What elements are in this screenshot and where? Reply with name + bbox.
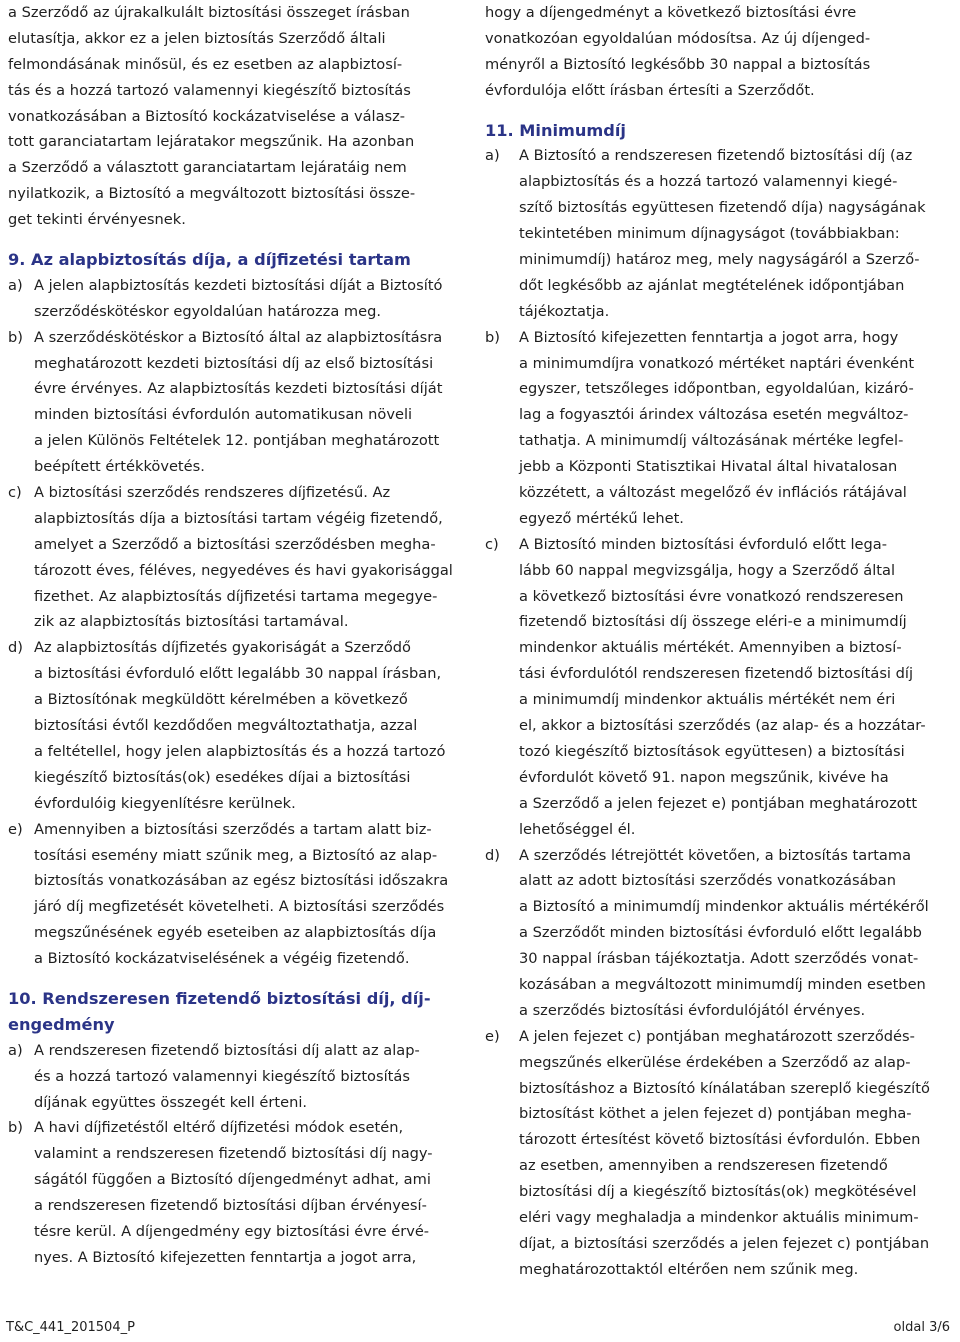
section-11-item-c [485,532,951,843]
text-line: beépített értékkövetés. [34,458,205,476]
item-body [8,480,460,635]
left-column [8,0,460,1271]
text-line: a Szerződő a választott garanciatartam lejáratáig nem [8,159,407,177]
right-column [485,0,951,1283]
text-line: vonatkozásában a Biztosító kockázatviselése a válasz- [8,107,406,125]
text-line: ményről a Biztosító legkésőbb 30 nappal a biztosítás [485,55,871,73]
text-line: közzétett, a változást megelőző év inflációs rátájával [519,484,907,502]
text-line: vonatkozóan egyoldalúan módosítsa. Az új díjenged- [485,29,871,47]
text-line: évfordulója előtt írásban értesíti a Szerződőt. [485,81,815,99]
section-9-item-a [8,273,460,325]
text-line: a Szerződő az újrakalkulált biztosítási összeget írásban [8,4,410,21]
text-line: ságától függően a Biztosító díjengedményt adhat, ami [34,1171,431,1189]
item-body [8,325,460,480]
text-line: tozó kiegészítő biztosítások együttesen) a biztosítási [519,742,905,760]
text-line: kozásában a megváltozott minimumdíj minden esetben [519,975,926,993]
text-line: a Szerződő a jelen fejezet e) pontjában meghatározott [519,794,918,812]
text-line: tási évfordulótól rendszeresen fizetendő biztosítási díj [519,665,914,683]
text-line: fizetendő biztosítási díj összege eléri-e a minimumdíj [519,613,907,631]
section-9-item-e [8,817,460,972]
text-line: minimumdíj) határoz meg, mely nagyságáról a Szerző- [519,251,920,269]
text-line: A szerződés létrejöttét követően, a biztosítás tartama [519,846,912,864]
text-line: A jelen fejezet c) pontjában meghatározott szerződés- [519,1027,915,1045]
text-line: megszűnés elkerülése érdekében a Szerződő az alap- [519,1053,911,1071]
section-9-item-b [8,325,460,480]
text-line: alapbiztosítás és a hozzá tartozó valamennyi kiegé- [519,173,898,191]
text-line: A Biztosító kifejezetten fenntartja a jogot arra, hogy [519,328,899,346]
item-label: d) [485,846,500,864]
item-label: b) [485,328,500,346]
item-body [8,273,460,325]
text-line: évfordulóig kiegyenlítésre kerülnek. [34,794,296,812]
page-number: oldal 3/6 [893,1320,950,1335]
text-line: tathatja. A minimumdíj változásának mértéke legfel- [519,432,904,450]
text-line: valamint a rendszeresen fizetendő biztosítási díj nagy- [34,1145,433,1163]
section-11-item-a [485,143,951,324]
item-body [485,143,951,324]
text-line: A Biztosító minden biztosítási évforduló előtt lega- [519,535,887,553]
section-10-heading [8,986,460,1038]
text-line: szítő biztosítás együttesen fizetendő díja) nagyságának [519,199,926,217]
text-line: jebb a Központi Statisztikai Hivatal által hivatalosan [519,458,898,476]
text-line: A Biztosító a rendszeresen fizetendő biztosítási díj (az [519,147,913,165]
item-label: a) [8,1041,23,1059]
text-line: tosítási esemény miatt szűnik meg, a Biztosító az alap- [34,846,438,864]
text-line: 30 nappal írásban tájékoztatja. Adott szerződés vonat- [519,950,919,968]
item-label: c) [485,535,499,553]
text-line: a Biztosító kockázatviselésének a végéig fizetendő. [34,950,410,968]
section-11-heading: 11. Minimumdíj [485,120,626,140]
intro-paragraph-right [485,0,951,104]
text-line: és a hozzá tartozó valamennyi kiegészítő biztosítás [34,1067,410,1085]
section-9-heading: 9. Az alapbiztosítás díja, a díjfizetési tartam [8,250,411,270]
text-line: nyilatkozik, a Biztosító a megváltozott biztosítási össze- [8,185,416,203]
text-line: tározott értesítést követő biztosítási évfordulón. Ebben [519,1131,921,1149]
section-11-items [485,143,951,1282]
text-line: zik az alapbiztosítás biztosítási tartamával. [34,613,349,631]
text-line: megszűnésének egyéb eseteiben az alapbiztosítás díja [34,924,437,942]
text-line: tás és a hozzá tartozó valamennyi kiegészítő biztosítás [8,81,411,99]
section-11-item-e [485,1024,951,1283]
item-label: e) [8,820,23,838]
section-10-item-a [8,1038,460,1116]
text-line: alapbiztosítás díja a biztosítási tartam végéig fizetendő, [34,509,443,527]
text-line: a Szerződőt minden biztosítási évforduló előtt legalább [519,924,922,942]
text-line: biztosítást köthet a jelen fejezet d) pontjában megha- [519,1105,912,1123]
text-line: A rendszeresen fizetendő biztosítási díj alatt az alap- [34,1041,420,1059]
item-body [485,843,951,1024]
item-label: c) [8,484,22,502]
text-line: Az alapbiztosítás díjfizetés gyakoriságát a Szerződő [34,639,411,657]
text-line: tott garanciatartam lejáratakor megszűnik. Ha azonban [8,133,415,151]
text-line: tésre kerül. A díjengedmény egy biztosítási évre érvé- [34,1222,430,1240]
text-line: biztosítási évtől kezdődően megváltoztathatja, azzal [34,717,418,735]
text-line: meghatározottaktól eltérően nem szűnik meg. [519,1260,859,1278]
text-line: szerződéskötéskor egyoldalúan határozza meg. [34,302,382,320]
item-label: b) [8,1119,23,1137]
text-line: az esetben, amennyiben a rendszeresen fizetendő [519,1157,888,1175]
text-line: fizethet. Az alapbiztosítás díjfizetési tartama megegye- [34,587,438,605]
section-9-item-d [8,635,460,816]
text-line: egyező mértékű lehet. [519,509,684,527]
text-line: dőt legkésőbb az ajánlat megtételének időpontjában [519,276,905,294]
text-line: biztosítási díj a kiegészítő biztosítás(ok) megkötésével [519,1183,917,1201]
text-line: a biztosítási évforduló előtt legalább 30 nappal írásban, [34,665,442,683]
text-line: a következő biztosítási évre vonatkozó rendszeresen [519,587,904,605]
text-line: a rendszeresen fizetendő biztosítási díjban érvényesí- [34,1197,427,1215]
text-line: járó díj megfizetését követelheti. A biztosítási szerződés [34,898,445,916]
section-11-item-b [485,325,951,532]
text-line: A havi díjfizetéstől eltérő díjfizetési módok esetén, [34,1119,404,1137]
item-body [485,325,951,532]
item-body [8,1115,460,1270]
text-line: díjat, a biztosítási szerződés a jelen fejezet c) pontjában [519,1234,930,1252]
section-9-items [8,273,460,972]
text-line: eléri vagy meghaladja a mindenkor aktuális minimum- [519,1208,919,1226]
text-line: alatt az adott biztosítási szerződés vonatkozásában [519,872,896,890]
text-line: évfordulót követő 91. napon megszűnik, kivéve ha [519,768,889,786]
text-line: hogy a díjengedményt a következő biztosítási évre [485,4,857,21]
section-10-heading-line: 10. Rendszeresen fizetendő biztosítási díj, díj- [8,988,431,1008]
text-line: get tekinti érvényesnek. [8,211,186,229]
text-line: tározott éves, féléves, negyedéves és havi gyakorisággal [34,561,453,579]
section-10-items [8,1038,460,1271]
text-line: elutasítja, akkor ez a jelen biztosítás Szerződő általi [8,29,386,47]
text-line: a jelen Különös Feltételek 12. pontjában meghatározott [34,432,440,450]
item-label: a) [8,276,23,294]
text-line: Amennyiben a biztosítási szerződés a tartam alatt biz- [34,820,432,838]
text-line: A jelen alapbiztosítás kezdeti biztosítási díját a Biztosító [34,276,443,294]
text-line: kiegészítő biztosítás(ok) esedékes díjai a biztosítási [34,768,411,786]
section-9-item-c [8,480,460,635]
text-line: a minimumdíjra vonatkozó mértéket naptári évenként [519,354,915,372]
item-body [485,532,951,843]
text-line: lag a fogyasztói árindex változása esetén megváltoz- [519,406,909,424]
item-body [8,817,460,972]
item-label: a) [485,147,500,165]
text-line: meghatározott kezdeti biztosítási díj az első biztosítási [34,354,434,372]
text-line: A szerződéskötéskor a Biztosító által az alapbiztosításra [34,328,443,346]
document-code: T&C_441_201504_P [6,1320,135,1335]
text-line: tájékoztatja. [519,302,610,320]
text-line: díjának együttes összegét kell érteni. [34,1093,308,1111]
item-body [8,635,460,816]
intro-paragraph-left [8,0,460,233]
text-line: biztosítás vonatkozásában az egész biztosítási időszakra [34,872,449,890]
section-10-item-b [8,1115,460,1270]
text-line: A biztosítási szerződés rendszeres díjfizetésű. Az [34,484,391,502]
text-line: lehetőséggel él. [519,820,636,838]
text-line: a Biztosítónak megküldött kérelmében a következő [34,691,408,709]
text-line: el, akkor a biztosítási szerződés (az alap- és a hozzátar- [519,717,926,735]
item-label: b) [8,328,23,346]
text-line: a Biztosító a minimumdíj mindenkor aktuális mértékéről [519,898,929,916]
text-line: a minimumdíj mindenkor aktuális mértékét nem éri [519,691,896,709]
item-label: d) [8,639,23,657]
text-line: amelyet a Szerződő a biztosítási szerződésben megha- [34,535,436,553]
item-body [485,1024,951,1283]
text-line: felmondásának minősül, és ez esetben az alapbiztosí- [8,55,403,73]
text-line: minden biztosítási évfordulón automatikusan növeli [34,406,413,424]
text-line: egyszer, tetszőleges időpontban, egyoldalúan, kizáró- [519,380,914,398]
section-10-heading-line: engedmény [8,1014,115,1034]
text-line: mindenkor aktuális mértékét. Amennyiben a biztosí- [519,639,902,657]
text-line: tekintetében minimum díjnagyságot (továbbiakban: [519,225,900,243]
text-line: nyes. A Biztosító kifejezetten fenntartja a jogot arra, [34,1248,417,1266]
text-line: a szerződés biztosítási évfordulójától érvényes. [519,1001,866,1019]
text-line: a feltétellel, hogy jelen alapbiztosítás és a hozzá tartozó [34,742,446,760]
text-line: biztosításhoz a Biztosító kínálatában szereplő kiegészítő [519,1079,930,1097]
item-body [8,1038,460,1116]
section-11-item-d [485,843,951,1024]
text-line: évre érvényes. Az alapbiztosítás kezdeti biztosítási díját [34,380,443,398]
text-line: lább 60 nappal megvizsgálja, hogy a Szerződő által [519,561,896,579]
item-label: e) [485,1027,500,1045]
